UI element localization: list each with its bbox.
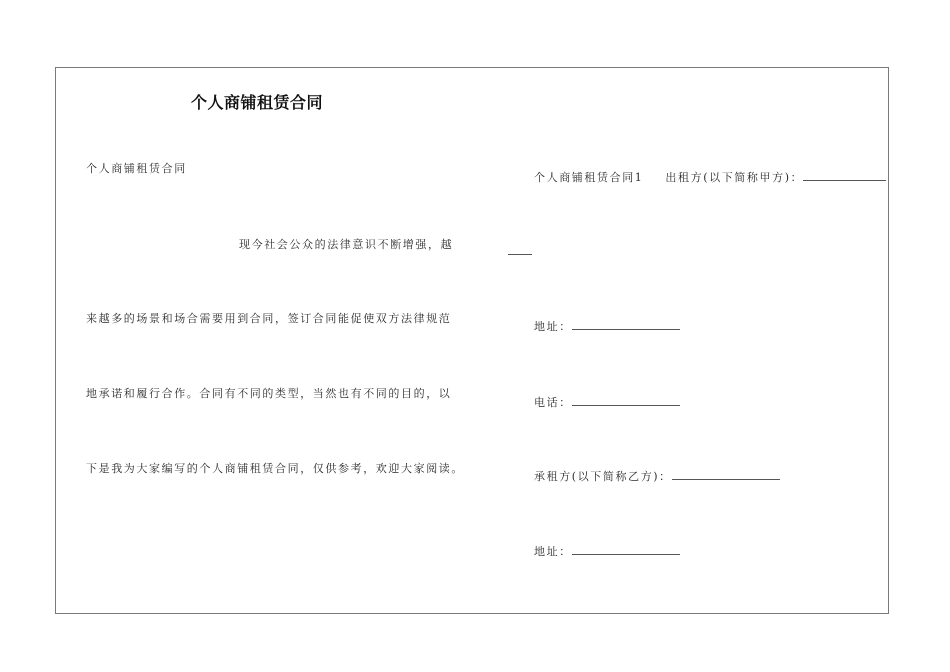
lessor-phone-row [534, 394, 680, 410]
paragraph-line-4: 下是我为大家编写的个人商铺租赁合同，仅供参考，欢迎大家阅读。 [86, 462, 464, 475]
page-frame [55, 67, 889, 614]
lessee-address-blank [572, 544, 680, 555]
document-subtitle: 个人商铺租赁合同 [86, 162, 187, 175]
lessor-phone-blank [572, 395, 680, 406]
lessee-row [534, 468, 780, 484]
divider-line [508, 254, 532, 255]
paragraph-line-1: 现今社会公众的法律意识不断增强，越 [239, 238, 454, 251]
paragraph-line-2: 来越多的场景和场合需要用到合同，签订合同能促使双方法律规范 [86, 312, 452, 325]
paragraph-line-3: 地承诺和履行合作。合同有不同的类型，当然也有不同的目的，以 [86, 387, 452, 400]
document-title: 个人商铺租赁合同 [191, 93, 324, 112]
lessee-label: 承租方(以下简称乙方)： [534, 470, 672, 483]
contract-heading-text: 个人商铺租赁合同1 [534, 171, 644, 184]
lessor-phone-label: 电话： [534, 396, 572, 409]
lessee-address-row [534, 543, 680, 559]
lessor-address-row [534, 318, 680, 334]
lessor-label: 出租方(以下简称甲方)： [665, 171, 804, 184]
lessor-blank [803, 170, 886, 181]
lessee-blank [672, 469, 780, 480]
lessor-address-label: 地址： [534, 320, 572, 333]
lessor-address-blank [572, 319, 680, 330]
lessee-address-label: 地址： [534, 545, 572, 558]
contract-heading [534, 169, 886, 185]
